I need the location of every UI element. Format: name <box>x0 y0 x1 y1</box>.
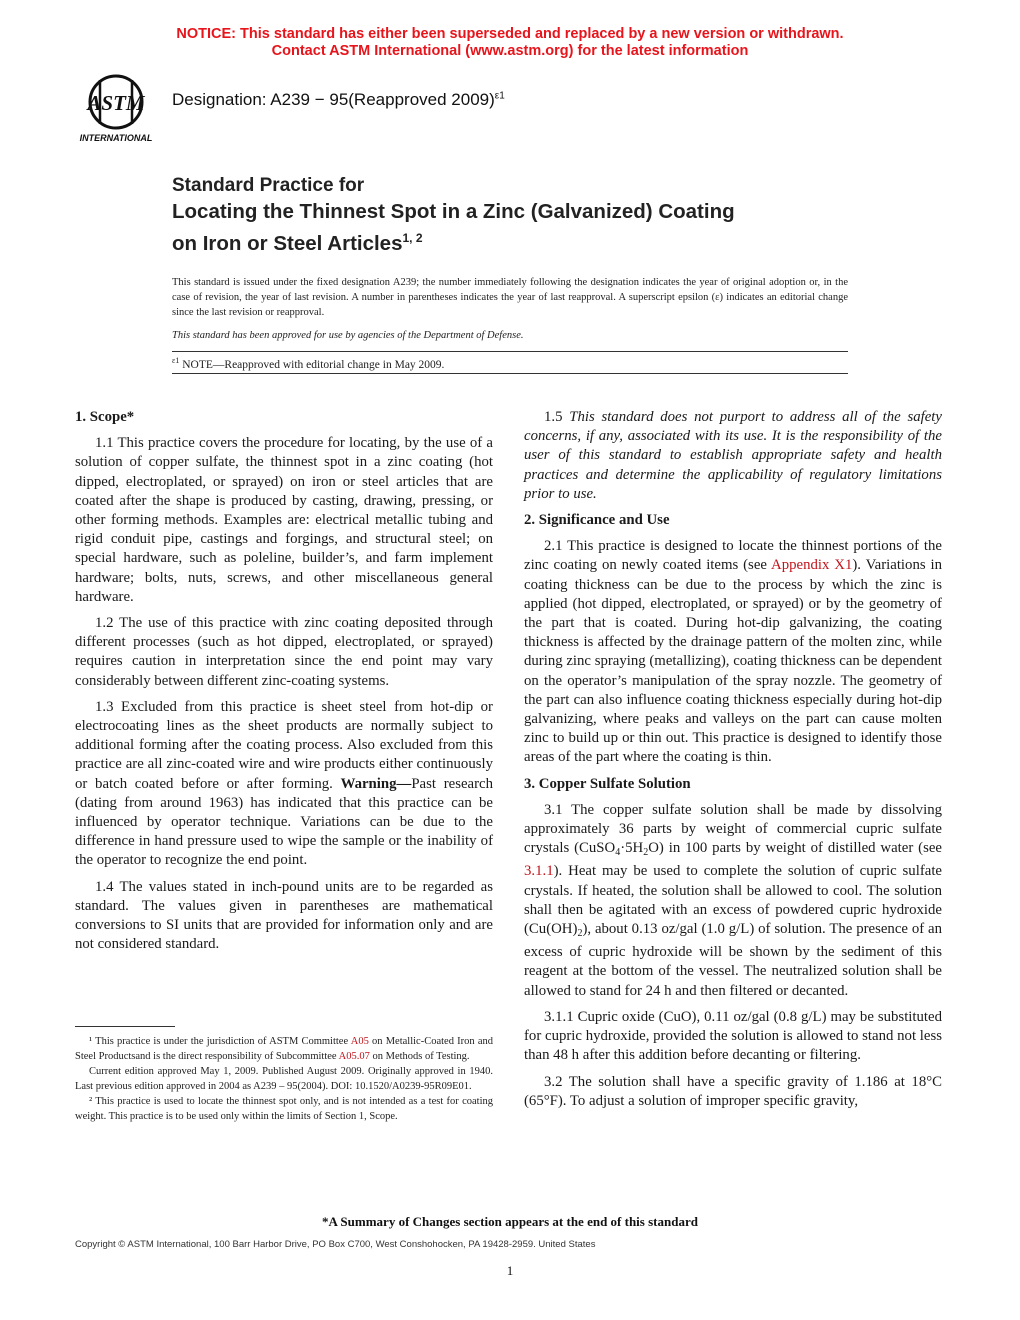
para-3-1-1: 3.1.1 Cupric oxide (CuO), 0.11 oz/gal (0.8 g/L) may be substituted for cupric hydroxide, provided the solution is allowed to stand not less than 48 h after this addition before decanting or filtering. <box>524 1008 942 1064</box>
left-column <box>75 408 493 961</box>
link-appendix-x1[interactable]: Appendix X1 <box>771 557 853 574</box>
link-a05[interactable]: A05 <box>350 1036 369 1047</box>
footnote-1: ¹ This practice is under the jurisdiction of ASTM Committee A05 on Metallic-Coated Iron and Steel Productsand is the direct responsibility of Subcommittee A05.07 on Methods of Testing. <box>75 1036 493 1062</box>
para-1-2: 1.2 The use of this practice with zinc coating deposited through different processes (such as hot dipped, electroplated, or sprayed) requires caution in interpretation since the end point may vary considerably between different zinc-coating systems. <box>75 615 493 689</box>
para-2-1: 2.1 This practice is designed to locate the thinnest portions of the zinc coating on newly coated items (see Appendix X1). Variations in coating thickness can be due to the process by which the zinc is applied (hot dipped, electroplated, or sprayed) or by the geometry of the part that is coated. During hot-dip galvanizing, the coating thickness is affected by the drainage pattern of the molten zinc, while during zinc spraying (metallizing), coating thickness can be dependent on the operator’s manipulation of the spray nozzle. The geometry of the part can also influence coating thickness especially during hot-dip galvanizing, where peaks and valleys on the part can cause molten zinc to build up or thin out. This practice is designed to identify those areas of the part where the coating is thin. <box>524 538 942 766</box>
designation-label: Designation: A239 − 95(Reapproved 2009) <box>172 90 495 109</box>
section-1-heading: 1. Scope* <box>75 409 135 425</box>
withdrawal-notice <box>0 26 1020 60</box>
footnotes <box>75 1034 493 1124</box>
para-3-2: 3.2 The solution shall have a specific gravity of 1.186 at 18°C (65°F). To adjust a solution of improper specific gravity, <box>524 1073 942 1109</box>
designation <box>172 90 505 110</box>
logo-text: ASTM <box>87 91 145 115</box>
para-1-3: 1.3 Excluded from this practice is sheet steel from hot-dip or electrocoating lines as the sheet products are normally subject to additional forming after the coating process. Also excluded from this practice are all zinc-coated wire and wire products either continuously or batch coated before or after forming. Warning—Past research (dating from around 1963) has indicated that this practice can be influenced by operator technique. Variations can be due to the difference in hand pressure used to wipe the sample or the inability of the operator to recognize the end point. <box>75 698 493 869</box>
title-footnote-ref[interactable]: 1, 2 <box>402 231 423 245</box>
page-number: 1 <box>506 1263 514 1278</box>
document-title <box>172 174 872 257</box>
link-a05-07[interactable]: A05.07 <box>338 1051 370 1062</box>
para-3-1: 3.1 The copper sulfate solution shall be made by dissolving approximately 36 parts by weight of commercial cupric sulfate crystals $(CuSO_4\cdot 5H_2O)$ in 100 parts by weight of distilled water (see 3.1.1). Heat may be used to complete the solution of cupric sulfate crystals. If heated, the solution shall be allowed to cool. The solution shall then be agitated with an excess of powdered cupric hydroxide $(Cu(OH)_2)$, about 0.13 oz/gal (1.0 g/L) of solution. The presence of an excess of cupric hydroxide will be shown by the sediment of this reagent at the bottom of the vessel. The neutralized solution shall be allowed to stand for 24 h and then filtered or decanted. <box>524 801 942 999</box>
section-3-heading: 3. Copper Sulfate Solution <box>524 775 691 792</box>
warning-label: Warning— <box>340 775 412 792</box>
footnote-divider <box>75 1026 175 1027</box>
footnote-2: ² This practice is used to locate the thinnest spot only, and is not intended as a test for coating weight. This practice is to be used only within the limits of Section 1, Scope. <box>75 1096 493 1122</box>
notice-line-1: NOTICE: This standard has either been superseded and replaced by a new version or withdrawn. <box>176 26 844 42</box>
link-3-1-1[interactable]: 3.1.1 <box>524 863 554 880</box>
dod-approval: This standard has been approved for use by agencies of the Department of Defense. <box>172 330 524 341</box>
intro-text: This standard is issued under the fixed designation A239; the number immediately following the designation indicates the year of original adoption or, in the case of revision, the year of last revision. A number in parentheses indicates the year of last reapproval. A superscript epsilon (ε) indicates an editorial change since the last revision or reapproval. <box>172 277 848 318</box>
para-1-1: 1.1 This practice covers the procedure for locating, by the use of a solution of copper sulfate, the thinnest spot in a zinc coating (hot dipped, electroplated, or sprayed) on iron or steel articles that are coated after the shape is produced by casting, drawing, pressing, or other forming methods. Examples are: electrical metallic tubing and rigid conduit pipe, castings and forgings, and structural steel; on special hardware, such as poleline, builder’s, and farm implement hardware; bolts, nuts, screws, and other miscellaneous general hardware. <box>75 435 493 605</box>
copyright: Copyright © ASTM International, 100 Barr Harbor Drive, PO Box C700, West Conshohocken, PA 19428-2959. United States <box>75 1239 596 1250</box>
para-1-5: 1.5 This standard does not purport to address all of the safety concerns, if any, associated with its use. It is the responsibility of the user of this standard to establish appropriate safety and health practices and determine the applicability of regulatory limitations prior to use. <box>524 409 942 502</box>
logo-subtext: INTERNATIONAL <box>79 133 153 143</box>
designation-superscript: ε1 <box>494 90 505 102</box>
summary-of-changes-note: *A Summary of Changes section appears at the end of this standard <box>322 1214 698 1229</box>
title-pre: Standard Practice for <box>172 175 365 196</box>
divider-top <box>172 351 848 352</box>
astm-logo <box>70 72 162 144</box>
right-column <box>524 408 942 1118</box>
notice-line-2: Contact ASTM International (www.astm.org) for the latest information <box>271 43 749 59</box>
footnote-current-edition: Current edition approved May 1, 2009. Published August 2009. Originally approved in 1940. Last previous edition approved in 2004 as A239 – 95(2004). DOI: 10.1520/A0239-95R09E01. <box>75 1066 493 1092</box>
section-2-heading: 2. Significance and Use <box>524 512 670 529</box>
divider-bottom <box>172 373 848 374</box>
para-1-4: 1.4 The values stated in inch-pound units are to be regarded as standard. The values given in parentheses are mathematical conversions to SI units that are provided for information only and are not considered standard. <box>75 878 493 953</box>
title-line-2: on Iron or Steel Articles$^{1, 2}$ <box>172 231 423 255</box>
title-line-1: Locating the Thinnest Spot in a Zinc (Galvanized) Coating <box>172 200 735 223</box>
epsilon-note: $^{\varepsilon 1}$ NOTE—Reapproved with editorial change in May 2009. <box>172 356 445 371</box>
